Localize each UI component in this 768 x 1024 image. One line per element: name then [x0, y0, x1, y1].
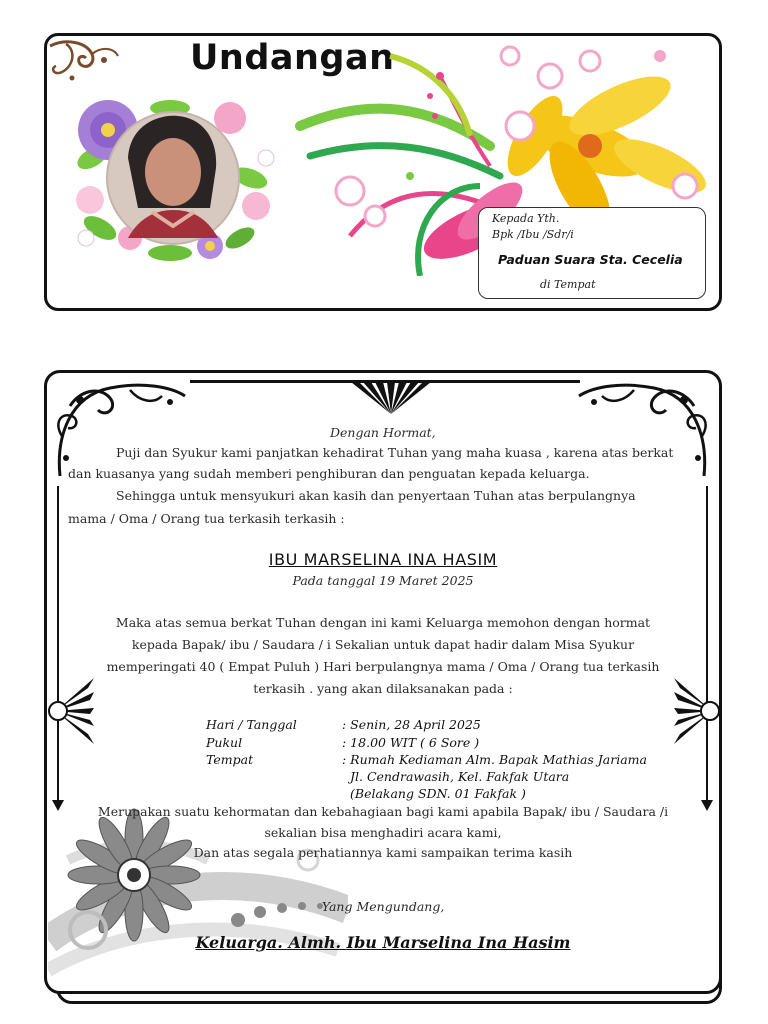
recipient-to-line: Kepada Yth. [492, 212, 560, 225]
place-label: Tempat [206, 752, 254, 767]
sign-intro: Yang Mengundang, [321, 899, 445, 914]
floral-wreath-icon [60, 88, 280, 263]
invitation-line: kepada Bapak/ ibu / Saudara / i Sekalian untuk dapat hadir dalam Misa Syukur [131, 637, 635, 652]
day-label: Hari / Tanggal [206, 717, 297, 732]
fan-ornament-icon [345, 380, 437, 416]
invitation-line: memperingati 40 ( Empat Puluh ) Hari berpulangnya mama / Oma / Orang tua terkasih [106, 659, 660, 674]
invitation-line: Maka atas semua berkat Tuhan dengan ini kami Keluarga memohon dengan hormat [115, 615, 651, 630]
day-value: : Senin, 28 April 2025 [342, 717, 481, 732]
honoree-name: IBU MARSELINA INA HASIM [268, 550, 498, 569]
paragraph-line: dan kuasanya yang sudah memberi penghiburan dan penguatan kepada keluarga. [68, 466, 590, 481]
recipient-name: Paduan Suara Sta. Cecelia [498, 252, 683, 267]
closing-line: sekalian bisa menghadiri acara kami, [264, 825, 502, 840]
signature: Keluarga. Almh. Ibu Marselina Ina Hasim [195, 933, 571, 952]
paragraph-line: mama / Oma / Orang tua terkasih terkasih : [68, 511, 345, 526]
place-address: Jl. Cendrawasih, Kel. Fakfak Utara [350, 769, 570, 784]
corner-flourish-right-icon [574, 376, 714, 486]
place-landmark: (Belakang SDN. 01 Fakfak ) [350, 786, 526, 801]
recipient-salutation: Bpk /Ibu /Sdr/i [492, 228, 574, 241]
closing-line: Dan atas segala perhatiannya kami sampaikan terima kasih [193, 845, 573, 860]
closing-line: Merupakan suatu kehormatan dan kebahagiaan bagi kami apabila Bapak/ ibu / Saudara /i [97, 804, 669, 819]
recipient-location: di Tempat [540, 278, 596, 291]
time-label: Pukul [206, 735, 243, 750]
paragraph-line: Sehingga untuk mensyukuri akan kasih dan penyertaan Tuhan atas berpulangnya [116, 488, 636, 503]
greeting: Dengan Hormat, [330, 425, 436, 440]
place-value: : Rumah Kediaman Alm. Bapak Mathias Jariama [342, 752, 647, 767]
time-value: : 18.00 WIT ( 6 Sore ) [342, 735, 480, 750]
invitation-line: terkasih . yang akan dilaksanakan pada : [253, 681, 513, 696]
invitation-title: Undangan [190, 38, 395, 78]
paragraph-line: Puji dan Syukur kami panjatkan kehadirat Tuhan yang maha kuasa , karena atas berkat [116, 445, 674, 460]
swirl-ornament-icon [46, 36, 122, 84]
date-line: Pada tanggal 19 Maret 2025 [292, 573, 474, 588]
